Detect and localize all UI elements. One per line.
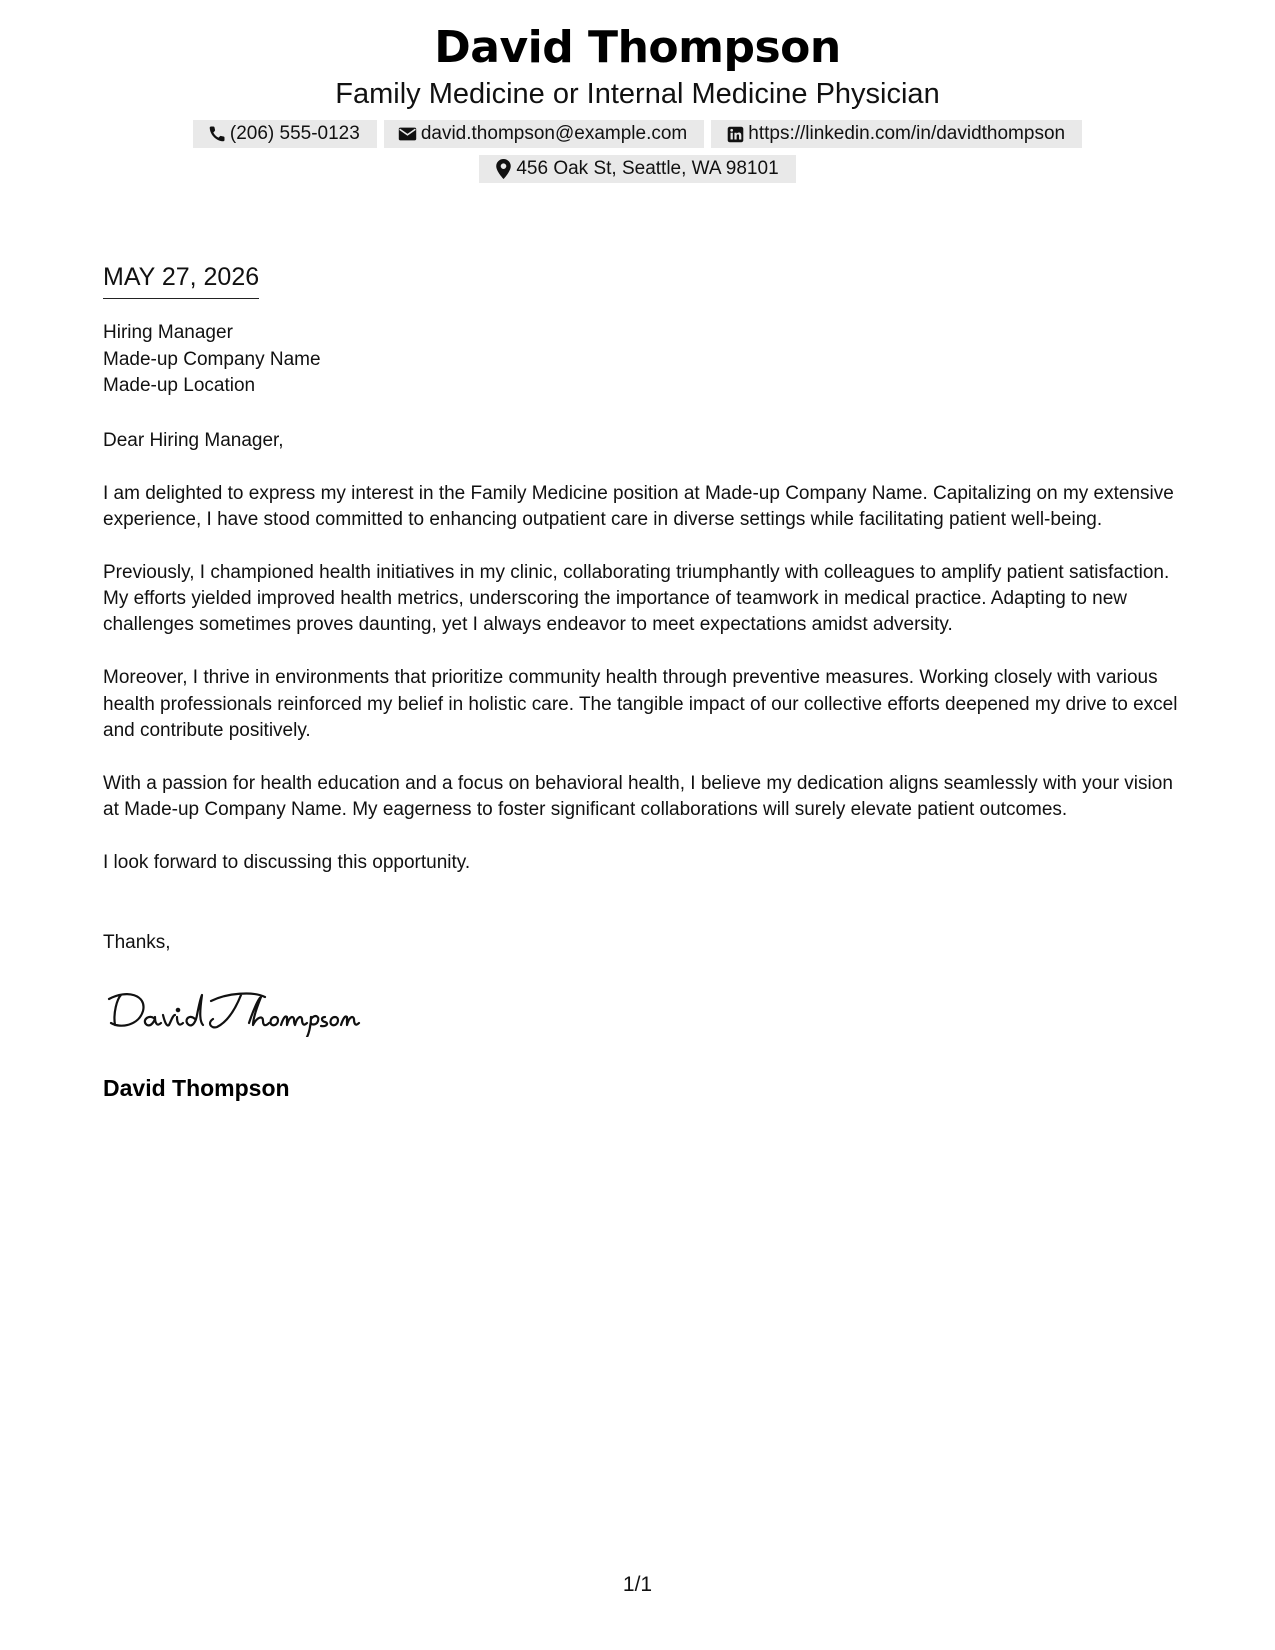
recipient-location: Made-up Location xyxy=(103,375,256,396)
body-paragraph: Moreover, I thrive in environments that prioritize community health through preventive measures. Working closely with various health professionals reinforced my belief in holistic care. The tangible impact of our collective efforts deepened my drive to excel and contribute positively. xyxy=(103,667,1178,741)
contact-address xyxy=(479,155,795,183)
contact-email-text: david.thompson@example.com xyxy=(420,123,688,144)
contact-phone[interactable] xyxy=(193,120,377,148)
contact-phone-text: (206) 555-0123 xyxy=(229,123,360,144)
contact-row-primary xyxy=(0,120,1275,148)
body-paragraph: I look forward to discussing this opportunity. xyxy=(103,851,471,873)
page-number: 1/1 xyxy=(622,1573,653,1596)
body-paragraph: With a passion for health education and a focus on behavioral health, I believe my dedication aligns seamlessly with your vision at Made-up Company Name. My eagerness to foster significant collaborations will surely elevate patient outcomes. xyxy=(103,772,1173,820)
phone-icon xyxy=(207,124,227,144)
contact-email[interactable] xyxy=(384,120,704,148)
salutation: Dear Hiring Manager, xyxy=(103,430,284,451)
recipient-company: Made-up Company Name xyxy=(103,348,321,370)
contact-linkedin-text: https://linkedin.com/in/davidthompson xyxy=(748,123,1066,144)
closing: Thanks, xyxy=(103,932,171,953)
applicant-name: David Thompson xyxy=(434,22,841,73)
signed-name: David Thompson xyxy=(103,1075,290,1101)
map-pin-icon xyxy=(493,159,513,179)
contact-row-secondary xyxy=(0,155,1275,183)
contact-linkedin[interactable] xyxy=(711,120,1082,148)
body-paragraph: Previously, I championed health initiatives in my clinic, collaborating triumphantly with colleagues to amplify patient satisfaction. My efforts yielded improved health metrics, underscoring the importance of teamwork in medical practice. Adapting to new challenges sometimes proves daunting, yet I always endeavor to meet expectations amidst adversity. xyxy=(103,561,1170,636)
letter-body xyxy=(103,428,1178,903)
handwritten-signature xyxy=(103,985,363,1037)
body-paragraph: I am delighted to express my interest in the Family Medicine position at Made-up Company Name. Capitalizing on my extensive experience, I have stood committed to enhancing outpatient care in diverse settings while facilitating patient well-being. xyxy=(103,482,1174,531)
recipient-block xyxy=(103,320,321,400)
letter-date: MAY 27, 2026 xyxy=(103,262,259,299)
contact-address-text: 456 Oak St, Seattle, WA 98101 xyxy=(516,158,779,179)
letter-header xyxy=(0,20,1275,183)
linkedin-icon xyxy=(725,124,745,144)
envelope-icon xyxy=(398,124,418,144)
applicant-role: Family Medicine or Internal Medicine Physician xyxy=(335,78,940,110)
recipient-title: Hiring Manager xyxy=(103,322,233,343)
